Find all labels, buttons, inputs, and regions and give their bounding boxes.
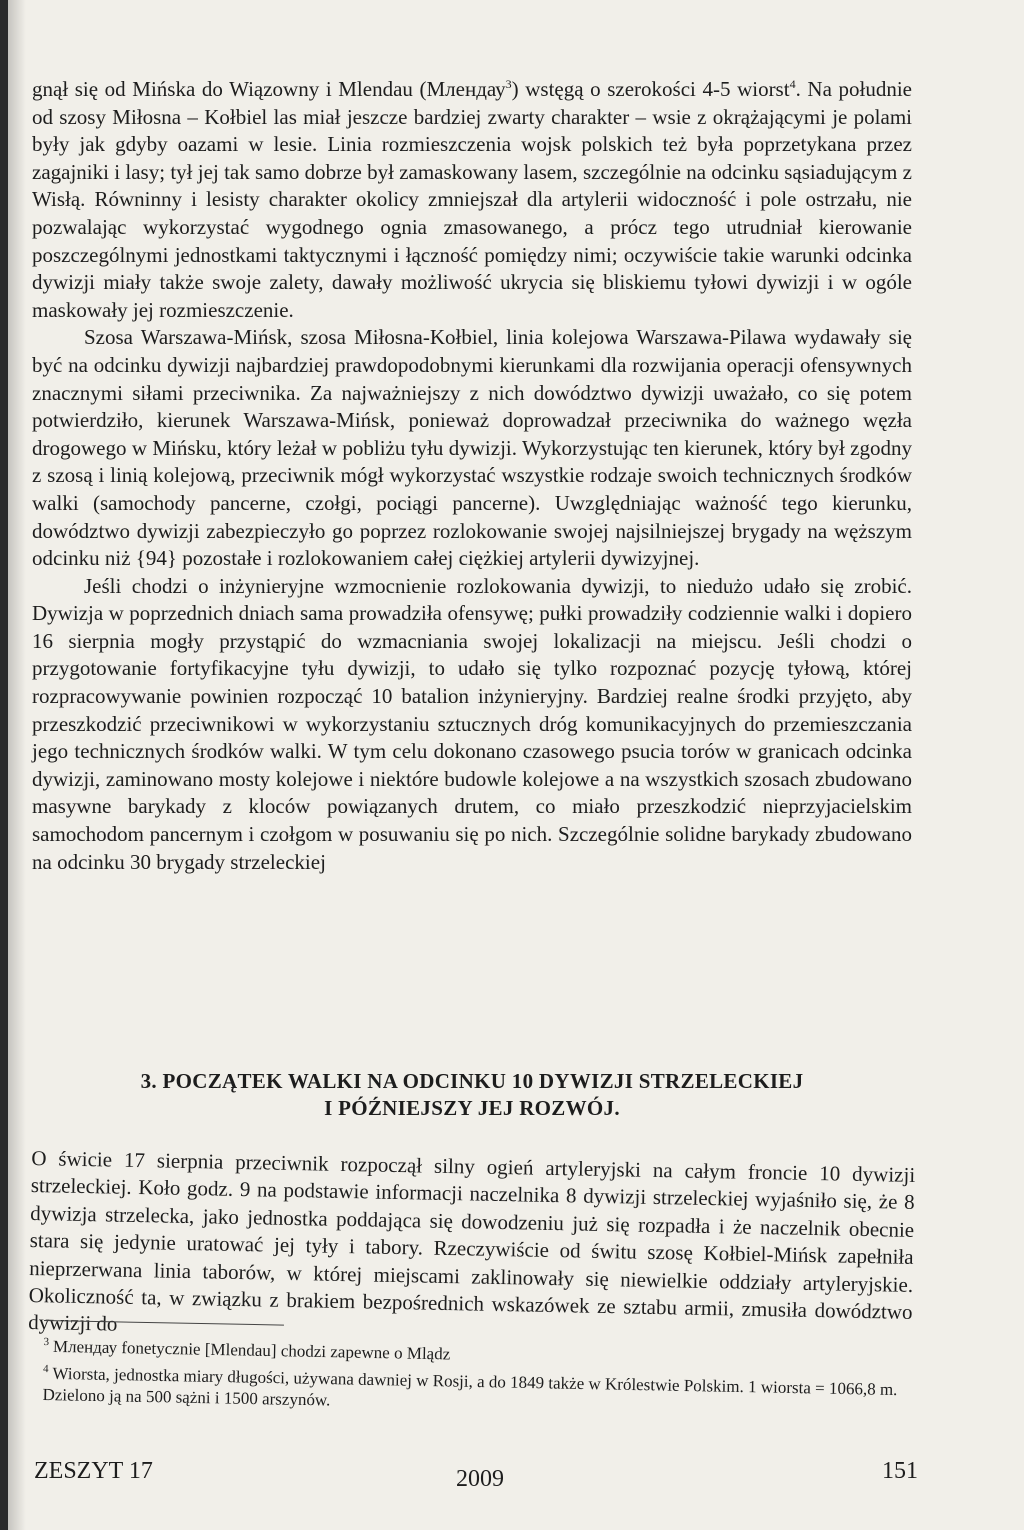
section-heading — [32, 1068, 912, 1122]
page-number: 151 — [882, 1458, 918, 1484]
book-spine-edge — [0, 0, 8, 1530]
footnotes — [42, 1320, 903, 1423]
footnote-number: 4 — [42, 1362, 49, 1375]
main-text-block — [32, 76, 912, 876]
footnote-text: Млендау fonetycznie [Mlendau] chodzi zapewne o Mlądz — [52, 1336, 451, 1364]
paragraph-3: Jeśli chodzi o inżynieryjne wzmocnienie rozlokowania dywizji, to niedużo udało się zrobić. Dywizja w poprzednich dniach sama prowadziła ofensywę; pułki prowadziły codziennie walki i dopiero 16 sierpnia mogły przystąpić do wzmacniania swojej lokalizacji na miejscu. Jeśli chodzi o przygotowanie fortyfikacyjne tyłu dywizji, to udało się tylko rozpoznać pozycję tyłową, której rozpracowywanie powinien rozpocząć 10 batalion inżynieryjny. Bardziej realne środki przyjęto, aby przeszkodzić przeciwnikowi w wykorzystaniu sztucznych dróg komunikacyjnych do przemieszczania jego technicznych środków walki. W tym celu dokonano czasowego psucia torów w granicach odcinka dywizji, zaminowano mosty kolejowe i niektóre budowle kolejowe a na wszystkich szosach zbudowano masywne barykady z kloców powiązanych drutem, co miało przeszkodzić nieprzyjacielskim samochodom pancernym i czołgom w posuwaniu się po nich. Szczególnie solidne barykady zbudowano na odcinku 30 brygady strzeleckiej — [32, 573, 912, 874]
paragraph-1-mid: ) wstęgą o szerokości 4-5 wiorst — [511, 77, 790, 101]
publication-year: 2009 — [456, 1466, 504, 1492]
spine-shadow — [8, 0, 26, 1530]
footnote-ref-3: 3 — [505, 77, 512, 91]
paragraph-1 — [32, 76, 912, 324]
footnote-number: 3 — [43, 1335, 50, 1349]
journal-issue: ZESZYT 17 — [34, 1458, 153, 1484]
paragraph-1-start: gnął się od Mińska do Wiązowny i Mlendau (Млендау — [32, 77, 506, 101]
paragraph-1-end: . Na południe od szosy Miłosna – Kołbiel las miał jeszcze bardziej zwarty charakter – wsie z okrążającymi je polami były jak gdyby oazami w lesie. Linia rozmieszczenia wojsk polskich też była poprzetykana przez zagajniki i lasy; tył jej tak samo dobrze był zamaskowany lasem, szczególnie na odcinku sąsiadującym z Wisłą. Równinny i lesisty charakter okolicy zmniejszał dla artylerii widoczność i pole ostrzału, nie pozwalając wykorzystać wygodnego ognia zmasowanego, a prócz tego utrudniał kierowanie poszczególnymi jednostkami taktycznymi i łączność pomiędzy nimi; oczywiście takie warunki odcinka dywizji miały także swoje zalety, dawały możliwość ukrycia się bliskiemu tyłowi dywizji i w ogóle maskowały jej rozmieszczenie. — [32, 77, 913, 322]
paragraph-2: Szosa Warszawa-Mińsk, szosa Miłosna-Kołbiel, linia kolejowa Warszawa-Pilawa wydawały się być na odcinku dywizji najbardziej prawdopodobnymi kierunkami dla rozwijania operacji ofensywnych znacznymi siłami przeciwnika. Za najważniejszy z nich dowództwo dywizji uważało, co się potem potwierdziło, kierunek Warszawa-Mińsk, ponieważ doprowadzał przeciwnika do ważnego węzła drogowego w Mińsku, który leżał w pobliżu tyłu dywizji. Wykorzystując ten kierunek, który był zgodny z szosą i linią kolejową, przeciwnik mógł wykorzystać wszystkie rodzaje swoich technicznych środków walki (samochody pancerne, czołgi, pociągi pancerne). Uwzględniając ważność tego kierunku, dowództwo dywizji zabezpieczyło go poprzez rozlokowanie swojej najsilniejszej brygady na węższym odcinku niż {94} pozostałe i rozlokowaniem całej ciężkiej artylerii dywizyjnej. — [32, 325, 912, 571]
section-heading-line-1: 3. POCZĄTEK WALKI NA ODCINKU 10 DYWIZJI STRZELECKIEJ — [140, 1069, 804, 1093]
footnote-ref-4: 4 — [789, 77, 796, 91]
section-2-paragraph-1: O świcie 17 sierpnia przeciwnik rozpoczął silny ogień artyleryjski na całym froncie 10 dywizji strzeleckiej. Koło godz. 9 na podstawie informacji naczelnika 8 dywizji strzeleckiej wyjaśniło się, że 8 dywizja strzelecka, jako jednostka poddająca się dowodzeniu już się rozpadła i że naczelnik obecnie stara się jedynie uratować jej tyły i tabory. Rzeczywiście od świtu szosę Kołbiel-Mińsk zapełniła nieprzerwana linia taborów, w której miejscami zaklinowały się niewielkie oddziały artyleryjskie. Okoliczność ta, w związku z brakiem bezpośrednich wskazówek ze sztabu armii, zmusiła dowództwo dywizji do — [27, 1145, 916, 1337]
footnote-text: Wiorsta, jednostka miary długości, używana dawniej w Rosji, a do 1849 także w Królestwie Polskim. 1 wiorsta = 1066,8 m. Dzielono ją na 500 sążni i 1500 arszynów. — [42, 1363, 898, 1410]
section-heading-line-2: I PÓŹNIEJSZY JEJ ROZWÓJ. — [324, 1096, 620, 1120]
